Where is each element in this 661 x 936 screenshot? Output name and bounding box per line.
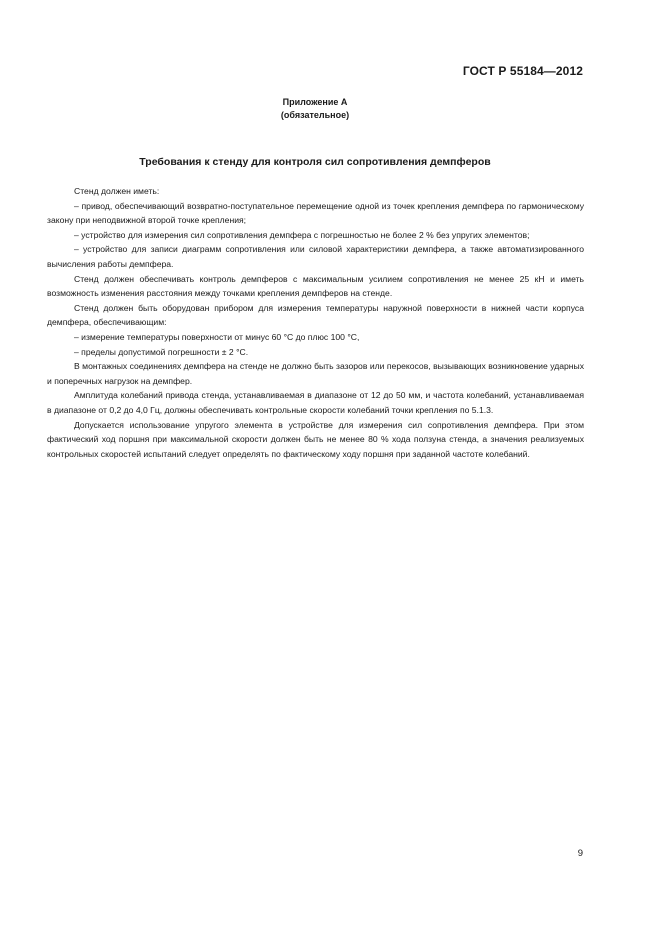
body-text [47, 184, 584, 461]
section-title: Требования к стенду для контроля сил сопротивления демпферов [139, 156, 491, 168]
appendix-title: Приложение А [282, 97, 348, 107]
list-item: – измерение температуры поверхности от минус 60 °С до плюс 100 °С, [74, 331, 360, 342]
standard-code: ГОСТ Р 55184—2012 [462, 64, 583, 78]
paragraph: Допускается использование упругого элемента в устройстве для измерения сил сопротивления демпфера. При этом фактический ход поршня при максимальной скорости должен быть не менее 80 % хода ползуна стенда, а значения реализуемых контрольных скоростей испытаний следует определять по фактическому ходу поршня при заданной частоте колебаний. [47, 419, 584, 459]
appendix-status: (обязательное) [280, 110, 350, 120]
list-item: – устройство для записи диаграмм сопротивления или силовой характеристики демпфера, а также автоматизированного вычисления работы демпфера. [47, 244, 584, 269]
list-item: – привод, обеспечивающий возвратно-поступательное перемещение одной из точек крепления демпфера по гармоническому закону при неподвижной второй точке крепления; [47, 200, 584, 226]
paragraph: Стенд должен иметь: [74, 186, 160, 196]
paragraph: Стенд должен быть оборудован прибором для измерения температуры наружной поверхности в нижней части корпуса демпфера, обеспечивающим: [47, 302, 584, 328]
paragraph: Стенд должен обеспечивать контроль демпферов с максимальным усилием сопротивления не менее 25 кН и иметь возможность изменения расстояния между точками крепления демпферов на стенде. [47, 273, 584, 299]
paragraph: Амплитуда колебаний привода стенда, устанавливаемая в диапазоне от 12 до 50 мм, и частота колебаний, устанавливаемая в диапазоне от 0,2 до 4,0 Гц, должны обеспечивать контрольные скорости колебаний точки крепления по 5.1.3. [47, 390, 584, 415]
appendix-heading [0, 96, 630, 122]
page-number: 9 [577, 848, 583, 859]
list-item: – пределы допустимой погрешности ± 2 °С. [74, 346, 249, 357]
list-item: – устройство для измерения сил сопротивления демпфера с погрешностью не более 2 % без упругих элементов; [74, 229, 530, 240]
paragraph: В монтажных соединениях демпфера на стенде не должно быть зазоров или перекосов, вызывающих возникновение ударных и поперечных нагрузок на демпфер. [47, 361, 584, 386]
